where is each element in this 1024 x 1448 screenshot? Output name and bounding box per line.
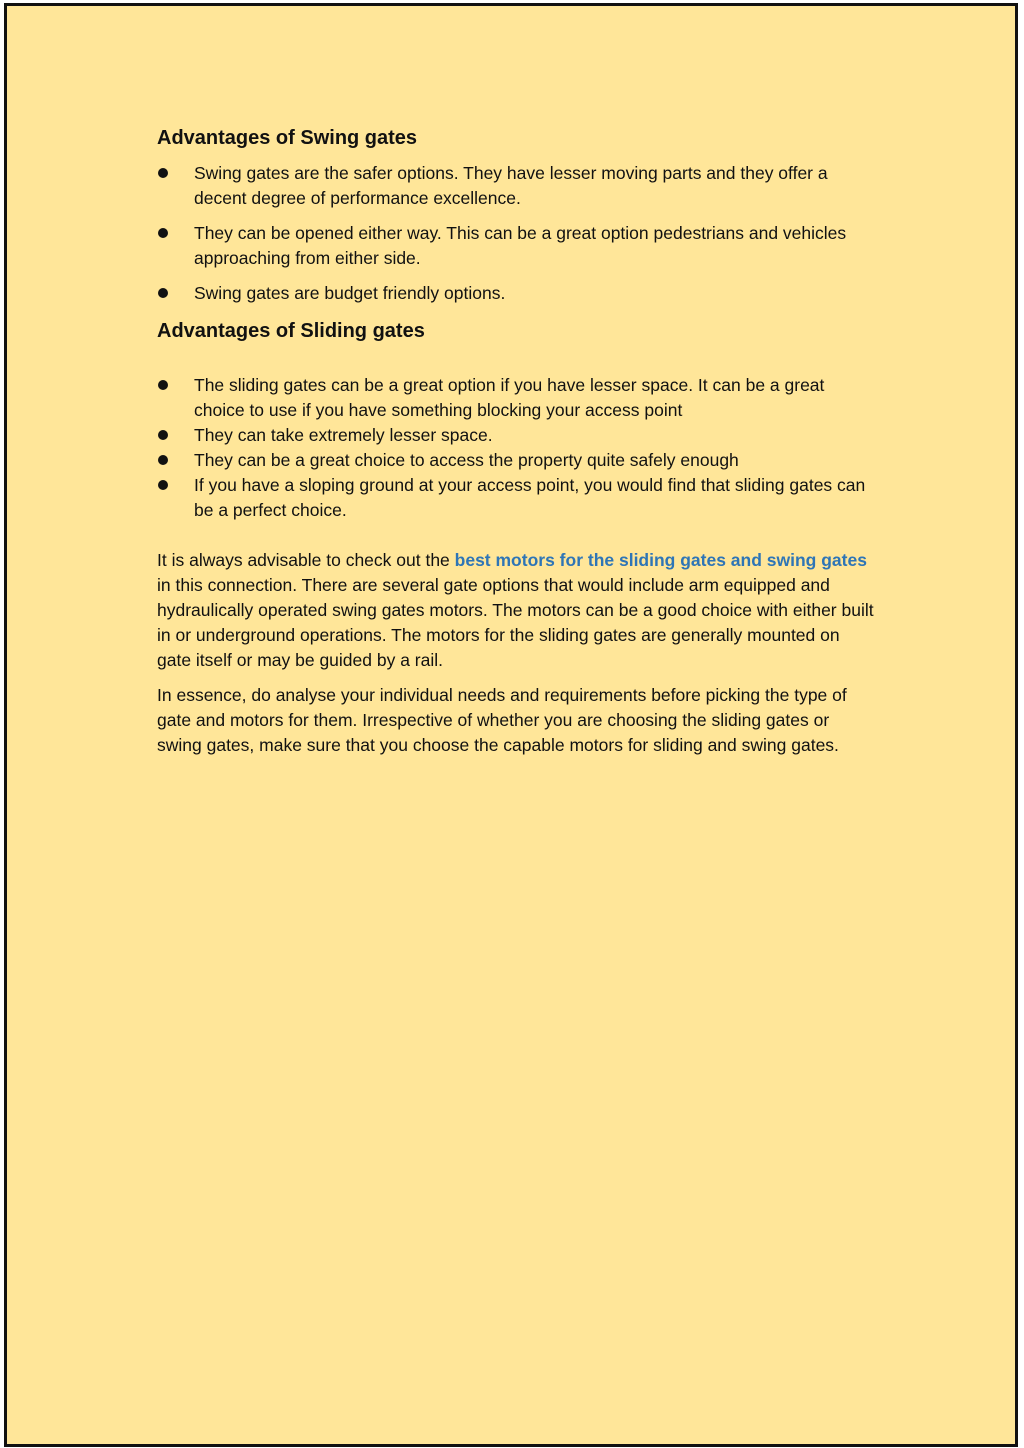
motors-paragraph: It is always advisable to check out the best motors for the sliding gates and swing gates in this connection. There are several gate options that would include arm equipped and hydraulically operated swing gates motors. The motors can be a good choice with either built in or underground operations. The motors for the sliding gates are generally mounted on gate itself or may be guided by a rail. [157, 550, 874, 670]
bullet-icon [158, 430, 168, 440]
list-item: They can be a great choice to access the property quite safely enough [157, 448, 877, 473]
bullet-icon [158, 228, 168, 238]
document-content [157, 124, 877, 758]
sliding-gates-heading: Advantages of Sliding gates [157, 320, 425, 342]
best-motors-link[interactable]: best motors for the sliding gates and swing gates [454, 550, 867, 570]
list-item: If you have a sloping ground at your access point, you would find that sliding gates can be a perfect choice. [157, 473, 877, 523]
list-item: They can take extremely lesser space. [157, 423, 877, 448]
bullet-icon [158, 480, 168, 490]
document-page [4, 3, 1018, 1447]
swing-gates-heading: Advantages of Swing gates [157, 127, 418, 149]
swing-advantages-list [157, 161, 877, 306]
bullet-icon [158, 168, 168, 178]
bullet-icon [158, 380, 168, 390]
list-item: They can be opened either way. This can be a great option pedestrians and vehicles approaching from either side. [157, 221, 877, 271]
list-item: The sliding gates can be a great option if you have lesser space. It can be a great choice to use if you have something blocking your access point [157, 373, 877, 423]
sliding-advantages-list [157, 373, 877, 523]
bullet-icon [158, 288, 168, 298]
conclusion-paragraph: In essence, do analyse your individual needs and requirements before picking the type of gate and motors for them. Irrespective of whether you are choosing the sliding gates or swing gates, make sure that you choose the capable motors for sliding and swing gates. [157, 685, 847, 755]
bullet-icon [158, 455, 168, 465]
list-item: Swing gates are the safer options. They have lesser moving parts and they offer a decent degree of performance excellence. [157, 161, 877, 211]
list-item: Swing gates are budget friendly options. [157, 281, 877, 306]
